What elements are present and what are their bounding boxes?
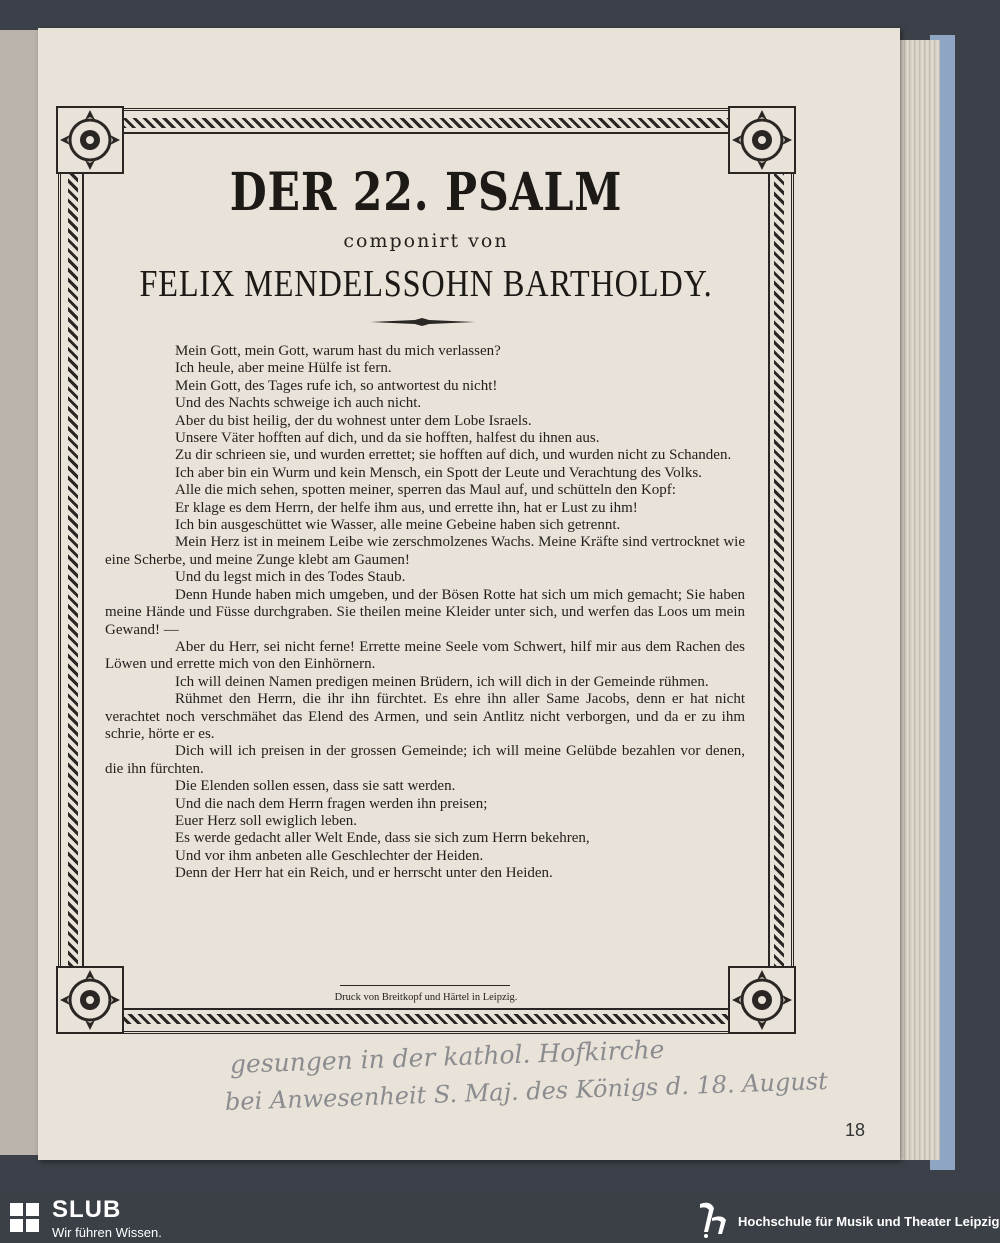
- psalm-verse: Ich bin ausgeschüttet wie Wasser, alle meine Gebeine haben sich getrennt.: [175, 517, 621, 534]
- psalm-verse: Mein Gott, mein Gott, warum hast du mich verlassen?: [175, 343, 501, 359]
- psalm-verse: Mein Gott, des Tages rufe ich, so antwortest du nicht!: [175, 377, 498, 394]
- subtitle: componirt von: [343, 230, 509, 252]
- psalm-verse: Dich will ich preisen in der grossen Gemeinde; ich will meine Gelübde bezahlen vor denen, die ihn fürchten.: [105, 743, 745, 777]
- psalm-verse: Und vor ihm anbeten alle Geschlechter der Heiden.: [175, 847, 484, 864]
- psalm-verse: Denn der Herr hat ein Reich, und er herrscht unter den Heiden.: [175, 865, 553, 882]
- psalm-verse: Und die nach dem Herrn fragen werden ihn preisen;: [175, 795, 488, 812]
- psalm-verse: Ich aber bin ein Wurm und kein Mensch, ein Spott der Leute und Verachtung des Volks.: [175, 464, 702, 481]
- left-page-edge: [0, 30, 38, 1155]
- corner-ornament-icon: [55, 105, 125, 175]
- slub-tagline: Wir führen Wissen.: [52, 1225, 162, 1240]
- slub-logo-icon[interactable]: [10, 1203, 40, 1233]
- psalm-verse: Die Elenden sollen essen, dass sie satt werden.: [175, 778, 456, 795]
- psalm-verse: Er klage es dem Herrn, der helfe ihm aus, und errette ihn, hat er Lust zu ihm!: [175, 499, 638, 516]
- psalm-text: [105, 343, 745, 883]
- psalm-verse: Es werde gedacht aller Welt Ende, dass sie sich zum Herrn bekehren,: [175, 830, 590, 847]
- psalm-verse: Rühmet den Herrn, die ihr ihn fürchtet. Es ehre ihn aller Same Jacobs, denn er hat nicht verachtet noch verschmähet das Elend des Armen, und sein Antlitz nicht verborgen, und da er zu ihm schrie, hörte er es.: [105, 691, 745, 742]
- psalm-verse: Euer Herz soll ewiglich leben.: [175, 812, 358, 829]
- psalm-verse: Und des Nachts schweige ich auch nicht.: [175, 395, 422, 412]
- corner-ornament-icon: [727, 105, 797, 175]
- hfm-logo-icon[interactable]: [692, 1198, 730, 1238]
- page-title: DER 22. PSALM: [229, 162, 623, 223]
- psalm-verse: Aber du bist heilig, der du wohnest unter dem Lobe Israels.: [175, 412, 532, 429]
- psalm-verse: Unsere Väter hofften auf dich, und da sie hofften, halfest du ihnen aus.: [175, 430, 600, 447]
- composer-name: FELIX MENDELSSOHN BARTHOLDY.: [139, 263, 713, 305]
- psalm-verse: Zu dir schrieen sie, und wurden errettet; sie hofften auf dich, und wurden nicht zu Schanden.: [175, 447, 732, 464]
- handwritten-note-line: bei Anwesenheit S. Maj. des Königs d. 18. August: [224, 1066, 829, 1116]
- printer-note: Druck von Breitkopf und Härtel in Leipzig.: [334, 992, 518, 1003]
- psalm-verse: Denn Hunde haben mich umgeben, und der Bösen Rotte hat sich um mich gemacht; Sie haben meine Hände und Füsse durchgraben. Sie theilen meine Kleider unter sich, und werfen das Loos um mein Gewand! —: [105, 586, 745, 638]
- printer-divider: [340, 985, 510, 986]
- psalm-verse: Alle die mich sehen, spotten meiner, sperren das Maul auf, und schütteln den Kopf:: [175, 482, 676, 499]
- page-number: 18: [845, 1120, 866, 1140]
- psalm-verse: Ich will deinen Namen predigen meinen Brüdern, ich will dich in der Gemeinde rühmen.: [175, 673, 709, 690]
- handwritten-note-line: gesungen in der kathol. Hofkirche: [229, 1034, 665, 1079]
- hfm-name[interactable]: Hochschule für Musik und Theater Leipzig: [738, 1214, 1000, 1229]
- psalm-verse: Ich heule, aber meine Hülfe ist fern.: [175, 360, 392, 377]
- title-divider-icon: [370, 318, 475, 326]
- psalm-verse: Aber du Herr, sei nicht ferne! Errette meine Seele vom Schwert, hilf mir aus dem Rachen des Löwen und errette mich von den Einhörnern.: [105, 638, 745, 673]
- psalm-verse: Mein Herz ist in meinem Leibe wie zerschmolzenes Wachs. Meine Kräfte sind vertrocknet wie eine Scherbe, und meine Zunge klebt am Gaumen!: [105, 534, 745, 568]
- slub-name[interactable]: SLUB: [52, 1196, 122, 1223]
- psalm-verse: Und du legst mich in des Todes Staub.: [175, 569, 406, 586]
